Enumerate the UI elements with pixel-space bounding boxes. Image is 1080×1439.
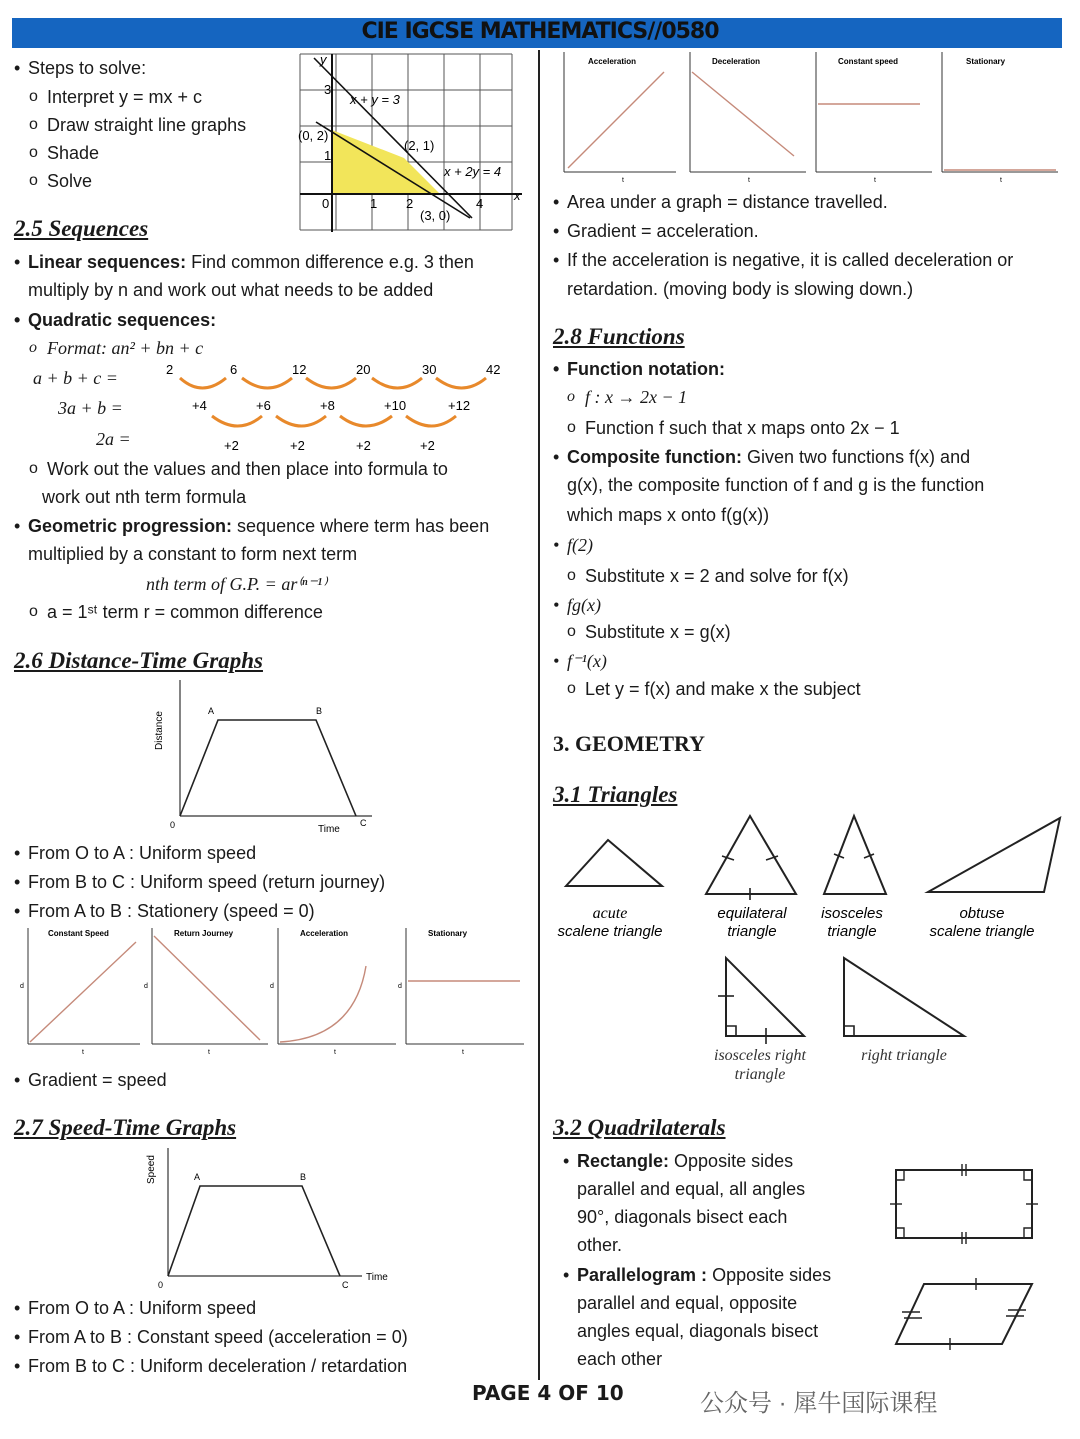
dt-point-b: B: [316, 706, 323, 716]
st-point-a: A: [194, 1172, 201, 1182]
st-point-b: B: [300, 1172, 307, 1182]
work-out-text-2: work out nth term formula: [42, 487, 247, 507]
tri-caption-isosceles-right: [700, 1046, 820, 1084]
mini-title: Stationary: [428, 929, 468, 938]
isosceles-right-triangle: [726, 958, 804, 1036]
parallelogram-diagram: [890, 1276, 1040, 1352]
watermark: 公众号 · 犀牛国际课程: [700, 1390, 938, 1417]
step-3: o Shade: [47, 142, 99, 164]
mini-tick-label: t: [462, 1049, 464, 1056]
mini-tick-label: t: [748, 177, 750, 182]
sequences-heading: 2.5 Sequences: [14, 216, 149, 241]
tri-caption-right: [844, 1046, 964, 1065]
f-inverse-sub: o Let y = f(x) and make x the subject: [585, 678, 861, 700]
ytick-3: 3: [324, 82, 332, 97]
distance-time-mini-graphs: [18, 926, 530, 1058]
row2-label: 3a + b =: [58, 398, 123, 418]
tick-0: 0: [322, 196, 330, 211]
st-point-o: 0: [158, 1280, 164, 1290]
mini-axis-label: d: [398, 983, 402, 990]
point-0-2: (0, 2): [298, 128, 329, 143]
mini-title: Return Journey: [174, 929, 234, 938]
mini-graph-stationary: [942, 52, 1058, 182]
row1-value: 20: [356, 362, 371, 377]
functions-heading: 2.8 Functions: [553, 324, 685, 349]
mini-title: Constant Speed: [48, 929, 109, 938]
st-point-c: C: [342, 1280, 349, 1290]
equilateral-triangle: [706, 816, 796, 894]
mini-graph-deceleration: [690, 52, 806, 182]
mini-axis-label: d: [144, 983, 148, 990]
triangles-diagram: [556, 808, 1066, 1048]
tri-caption: obtuse: [959, 905, 1005, 922]
row3-value: +2: [420, 438, 435, 453]
linear-sequences: [28, 251, 474, 273]
quadrilaterals-heading: 3.2 Quadrilaterals: [553, 1115, 726, 1140]
mini-graph-constant-speed: [816, 52, 932, 182]
isosceles-triangle: [824, 816, 886, 894]
header-title: CIE IGCSE MATHEMATICS//0580: [361, 19, 719, 44]
ytick-1: 1: [324, 148, 332, 163]
point-3-0: (3, 0): [420, 208, 451, 223]
point-2-1: (2, 1): [404, 138, 435, 153]
right-triangle: [844, 958, 964, 1036]
row2-value: +12: [448, 398, 471, 413]
composite-text-2: g(x), the composite function of f and g is the function: [567, 475, 985, 495]
obtuse-triangle: [928, 818, 1060, 892]
graph-y-label: y: [320, 52, 327, 67]
tri-caption-line: triangle: [734, 1066, 786, 1083]
mini-graph-return-journey: [144, 928, 268, 1056]
column-divider: [538, 50, 540, 1380]
parallelogram-desc: [577, 1264, 831, 1286]
fg-of-x: • fg(x): [567, 594, 601, 616]
mini-graph-acceleration: [270, 928, 396, 1056]
tri-caption: acute: [592, 905, 628, 922]
dt-bullet-3: • From A to B : Stationery (speed = 0): [28, 900, 315, 922]
mini-tick-label: t: [334, 1049, 336, 1056]
row3-label: 2a =: [96, 429, 131, 449]
mini-title: Acceleration: [588, 57, 637, 66]
mini-tick-label: t: [1000, 177, 1002, 182]
composite-label: Composite function:: [567, 447, 742, 467]
rectangle-desc: [577, 1150, 793, 1172]
speed-time-line: [168, 1186, 340, 1276]
quadratic-label: • Quadratic sequences:: [28, 309, 216, 331]
line2-label: x + 2y = 4: [444, 164, 502, 179]
row1-value: 12: [292, 362, 307, 377]
quadratic-format: o Format: an² + bn + c: [47, 337, 203, 359]
distance-time-graph: [146, 676, 376, 838]
row1-label: a + b + c =: [33, 368, 118, 388]
para-line-3: angles equal, diagonals bisect: [577, 1321, 819, 1341]
row1-value: 42: [486, 362, 501, 377]
st-bullet-3: • From B to C : Uniform deceleration / retardation: [28, 1355, 407, 1377]
tri-caption: triangle: [827, 923, 877, 940]
composite-text-1: Given two functions f(x) and: [741, 447, 971, 467]
fg-of-x-sub: o Substitute x = g(x): [585, 621, 731, 643]
linear-text-2: multiply by n and work out what needs to be added: [28, 280, 434, 300]
steps-title: • Steps to solve:: [28, 57, 146, 79]
function-notation-1: o f : x → 2x − 1: [585, 386, 687, 408]
speed-time-mini-graphs: [556, 52, 1062, 182]
speed-time-graph: [140, 1144, 390, 1294]
row2-value: +10: [384, 398, 407, 413]
dt-bullet-2: • From B to C : Uniform speed (return journey): [28, 871, 385, 893]
row3-value: +2: [290, 438, 305, 453]
mini-title: Acceleration: [300, 929, 349, 938]
mini-graph-acceleration: [564, 52, 676, 182]
function-notation-label: • Function notation:: [567, 358, 725, 380]
rect-line-2: parallel and equal, all angles: [577, 1179, 806, 1199]
geo-text-1: sequence where term has been: [232, 516, 490, 536]
para-line-4: each other: [577, 1349, 663, 1369]
f-of-2: • f(2): [567, 534, 593, 556]
geo-note: o a = 1ˢᵗ term r = common difference: [47, 601, 323, 623]
tick-2: 2: [406, 196, 414, 211]
rect-line-4: other.: [577, 1235, 623, 1255]
acute-triangle: [566, 840, 662, 886]
distance-time-heading: 2.6 Distance-Time Graphs: [14, 648, 263, 673]
tri-caption: scalene triangle: [557, 923, 663, 940]
rect-line-1: Opposite sides: [669, 1151, 794, 1171]
dt-point-o: 0: [170, 820, 176, 830]
row1-value: 2: [166, 362, 174, 377]
mini-title: Stationary: [966, 57, 1006, 66]
mini-axis-label: d: [270, 983, 274, 990]
rectangle-diagram: [884, 1160, 1044, 1250]
row1-value: 30: [422, 362, 437, 377]
mini-tick-label: t: [874, 177, 876, 182]
gradient-speed: • Gradient = speed: [28, 1069, 167, 1091]
st-bullet-2: • From A to B : Constant speed (acceleration = 0): [28, 1326, 408, 1348]
tick-1: 1: [370, 196, 378, 211]
distance-time-line: [180, 720, 356, 816]
row2-value: +8: [320, 398, 335, 413]
row2-value: +6: [256, 398, 271, 413]
tri-caption: triangle: [727, 923, 777, 940]
rect-line-3: 90°, diagonals bisect each: [577, 1207, 788, 1227]
quadratic-difference-diagram: [160, 358, 510, 458]
row3-value: +2: [356, 438, 371, 453]
composite-text-3: which maps x onto f(g(x)): [567, 505, 770, 525]
function-notation-2: o Function f such that x maps onto 2x − 1: [585, 417, 900, 439]
dt-ylabel: Distance: [154, 711, 165, 750]
step-1: o Interpret y = mx + c: [47, 86, 202, 108]
linear-text-1: Find common difference e.g. 3 then: [186, 252, 474, 272]
line1-label: x + y = 3: [350, 92, 400, 107]
negative-acceleration: • If the acceleration is negative, it is called deceleration or: [567, 249, 1013, 271]
st-ylabel: Speed: [146, 1155, 157, 1184]
row2-value: +4: [192, 398, 207, 413]
row3-value: +2: [224, 438, 239, 453]
mini-title: Constant speed: [838, 57, 899, 66]
mini-graph-constant-speed: [20, 928, 140, 1056]
composite-function: [567, 446, 970, 468]
dt-point-c: C: [360, 818, 367, 828]
mini-axis-label: d: [20, 983, 24, 990]
area-under-graph: • Area under a graph = distance travelled.: [567, 191, 888, 213]
mini-title: Deceleration: [712, 57, 761, 66]
triangles-heading: 3.1 Triangles: [553, 782, 678, 807]
retardation-note: retardation. (moving body is slowing down.): [567, 279, 914, 299]
tri-caption: equilateral: [717, 905, 787, 922]
f-inverse: • f⁻¹(x): [567, 650, 607, 672]
mini-tick-label: t: [208, 1049, 210, 1056]
f-of-2-sub: o Substitute x = 2 and solve for f(x): [585, 565, 849, 587]
mini-tick-label: t: [82, 1049, 84, 1056]
geo-label: Geometric progression:: [28, 516, 233, 536]
st-xlabel: Time: [366, 1272, 388, 1283]
rectangle-label: Rectangle:: [577, 1151, 670, 1171]
row1-value: 6: [230, 362, 238, 377]
dt-xlabel: Time: [318, 824, 340, 835]
tri-caption: isosceles: [821, 905, 883, 922]
graph-x-label: x: [514, 188, 521, 203]
step-4: o Solve: [47, 170, 92, 192]
speed-time-heading: 2.7 Speed-Time Graphs: [14, 1115, 237, 1140]
dt-bullet-1: • From O to A : Uniform speed: [28, 842, 256, 864]
gradient-acceleration: • Gradient = acceleration.: [567, 220, 759, 242]
st-bullet-1: • From O to A : Uniform speed: [28, 1297, 256, 1319]
geometric-progression: [28, 515, 489, 537]
page-number: PAGE 4 OF 10: [472, 1381, 624, 1405]
geometry-heading: 3. GEOMETRY: [553, 731, 706, 756]
linear-label: Linear sequences:: [28, 252, 187, 272]
geo-formula: nth term of G.P. = ar⁽ⁿ⁻¹⁾: [146, 574, 327, 594]
para-line-1: Opposite sides: [707, 1265, 832, 1285]
tri-caption-line: right triangle: [861, 1047, 947, 1064]
mini-graph-stationary: [398, 928, 524, 1056]
linear-programming-graph: [296, 50, 528, 234]
para-line-2: parallel and equal, opposite: [577, 1293, 798, 1313]
tick-4: 4: [476, 196, 484, 211]
tri-caption-line: isosceles right: [714, 1047, 806, 1064]
dt-point-a: A: [208, 706, 215, 716]
parallelogram-label: Parallelogram :: [577, 1265, 708, 1285]
geo-text-2: multiplied by a constant to form next term: [28, 544, 358, 564]
step-2: o Draw straight line graphs: [47, 114, 246, 136]
work-out-text-1: o Work out the values and then place into formula to: [47, 458, 448, 480]
mini-tick-label: t: [622, 177, 624, 182]
tri-caption: scalene triangle: [929, 923, 1035, 940]
